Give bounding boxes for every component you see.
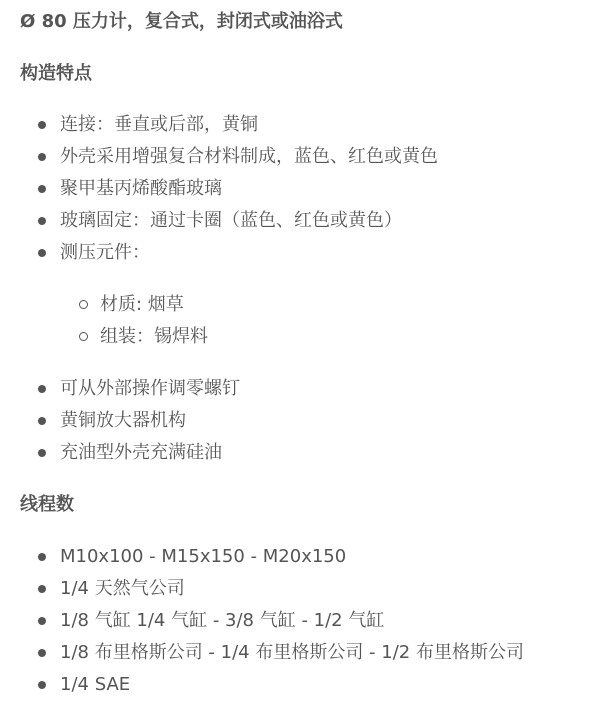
list-item-text: 1/4 天然气公司 — [60, 578, 185, 599]
list-item-text: 1/8 气缸 1/4 气缸 - 3/8 气缸 - 1/2 气缸 — [60, 610, 385, 631]
list-item — [0, 605, 524, 637]
sub-list-item-text: 材质: 烟草 — [100, 294, 184, 315]
list-item — [0, 637, 524, 669]
list-item — [0, 437, 240, 469]
list-item — [0, 109, 438, 141]
bullet-icon — [38, 553, 46, 561]
list-item — [0, 541, 524, 573]
sub-list-item — [0, 321, 208, 353]
construction-heading: 构造特点 — [20, 63, 92, 84]
list-item-text: 测压元件： — [60, 242, 150, 263]
list-item-text: 聚甲基丙烯酸酯玻璃 — [60, 178, 222, 199]
list-item-text: 1/4 SAE — [60, 674, 131, 695]
bullet-icon — [38, 649, 46, 657]
list-item-text: M10x100 - M15x150 - M20x150 — [60, 546, 347, 567]
bullet-icon — [38, 249, 46, 257]
bullet-icon — [38, 585, 46, 593]
list-item — [0, 141, 438, 173]
hollow-bullet-icon — [79, 332, 88, 341]
construction-list — [0, 109, 438, 269]
list-item — [0, 373, 240, 405]
bullet-icon — [38, 385, 46, 393]
list-item-text: 外壳采用增强复合材料制成，蓝色、红色或黄色 — [60, 146, 438, 167]
pressure-element-sublist — [0, 289, 208, 353]
list-item — [0, 173, 438, 205]
bullet-icon — [38, 617, 46, 625]
list-item-text: 玻璃固定：通过卡圈（蓝色、红色或黄色） — [60, 210, 402, 231]
list-item — [0, 405, 240, 437]
bullet-icon — [38, 185, 46, 193]
list-item-text: 1/8 布里格斯公司 - 1/4 布里格斯公司 - 1/2 布里格斯公司 — [60, 642, 524, 663]
bullet-icon — [38, 153, 46, 161]
list-item — [0, 237, 438, 269]
bullet-icon — [38, 121, 46, 129]
list-item-text: 可从外部操作调零螺钉 — [60, 378, 240, 399]
list-item-text: 连接：垂直或后部，黄铜 — [60, 114, 258, 135]
list-item — [0, 205, 438, 237]
list-item-text: 充油型外壳充满硅油 — [60, 442, 222, 463]
list-item — [0, 669, 524, 701]
bullet-icon — [38, 681, 46, 689]
hollow-bullet-icon — [79, 300, 88, 309]
bullet-icon — [38, 417, 46, 425]
sub-list-item — [0, 289, 208, 321]
threads-heading: 线程数 — [20, 494, 74, 515]
sub-list-item-text: 组装：锡焊料 — [100, 326, 208, 347]
bullet-icon — [38, 217, 46, 225]
threads-list — [0, 541, 524, 701]
construction-list-continued — [0, 373, 240, 469]
list-item-text: 黄铜放大器机构 — [60, 410, 186, 431]
bullet-icon — [38, 449, 46, 457]
page-title: Ø 80 压力计，复合式，封闭式或油浴式 — [20, 11, 343, 32]
list-item — [0, 573, 524, 605]
